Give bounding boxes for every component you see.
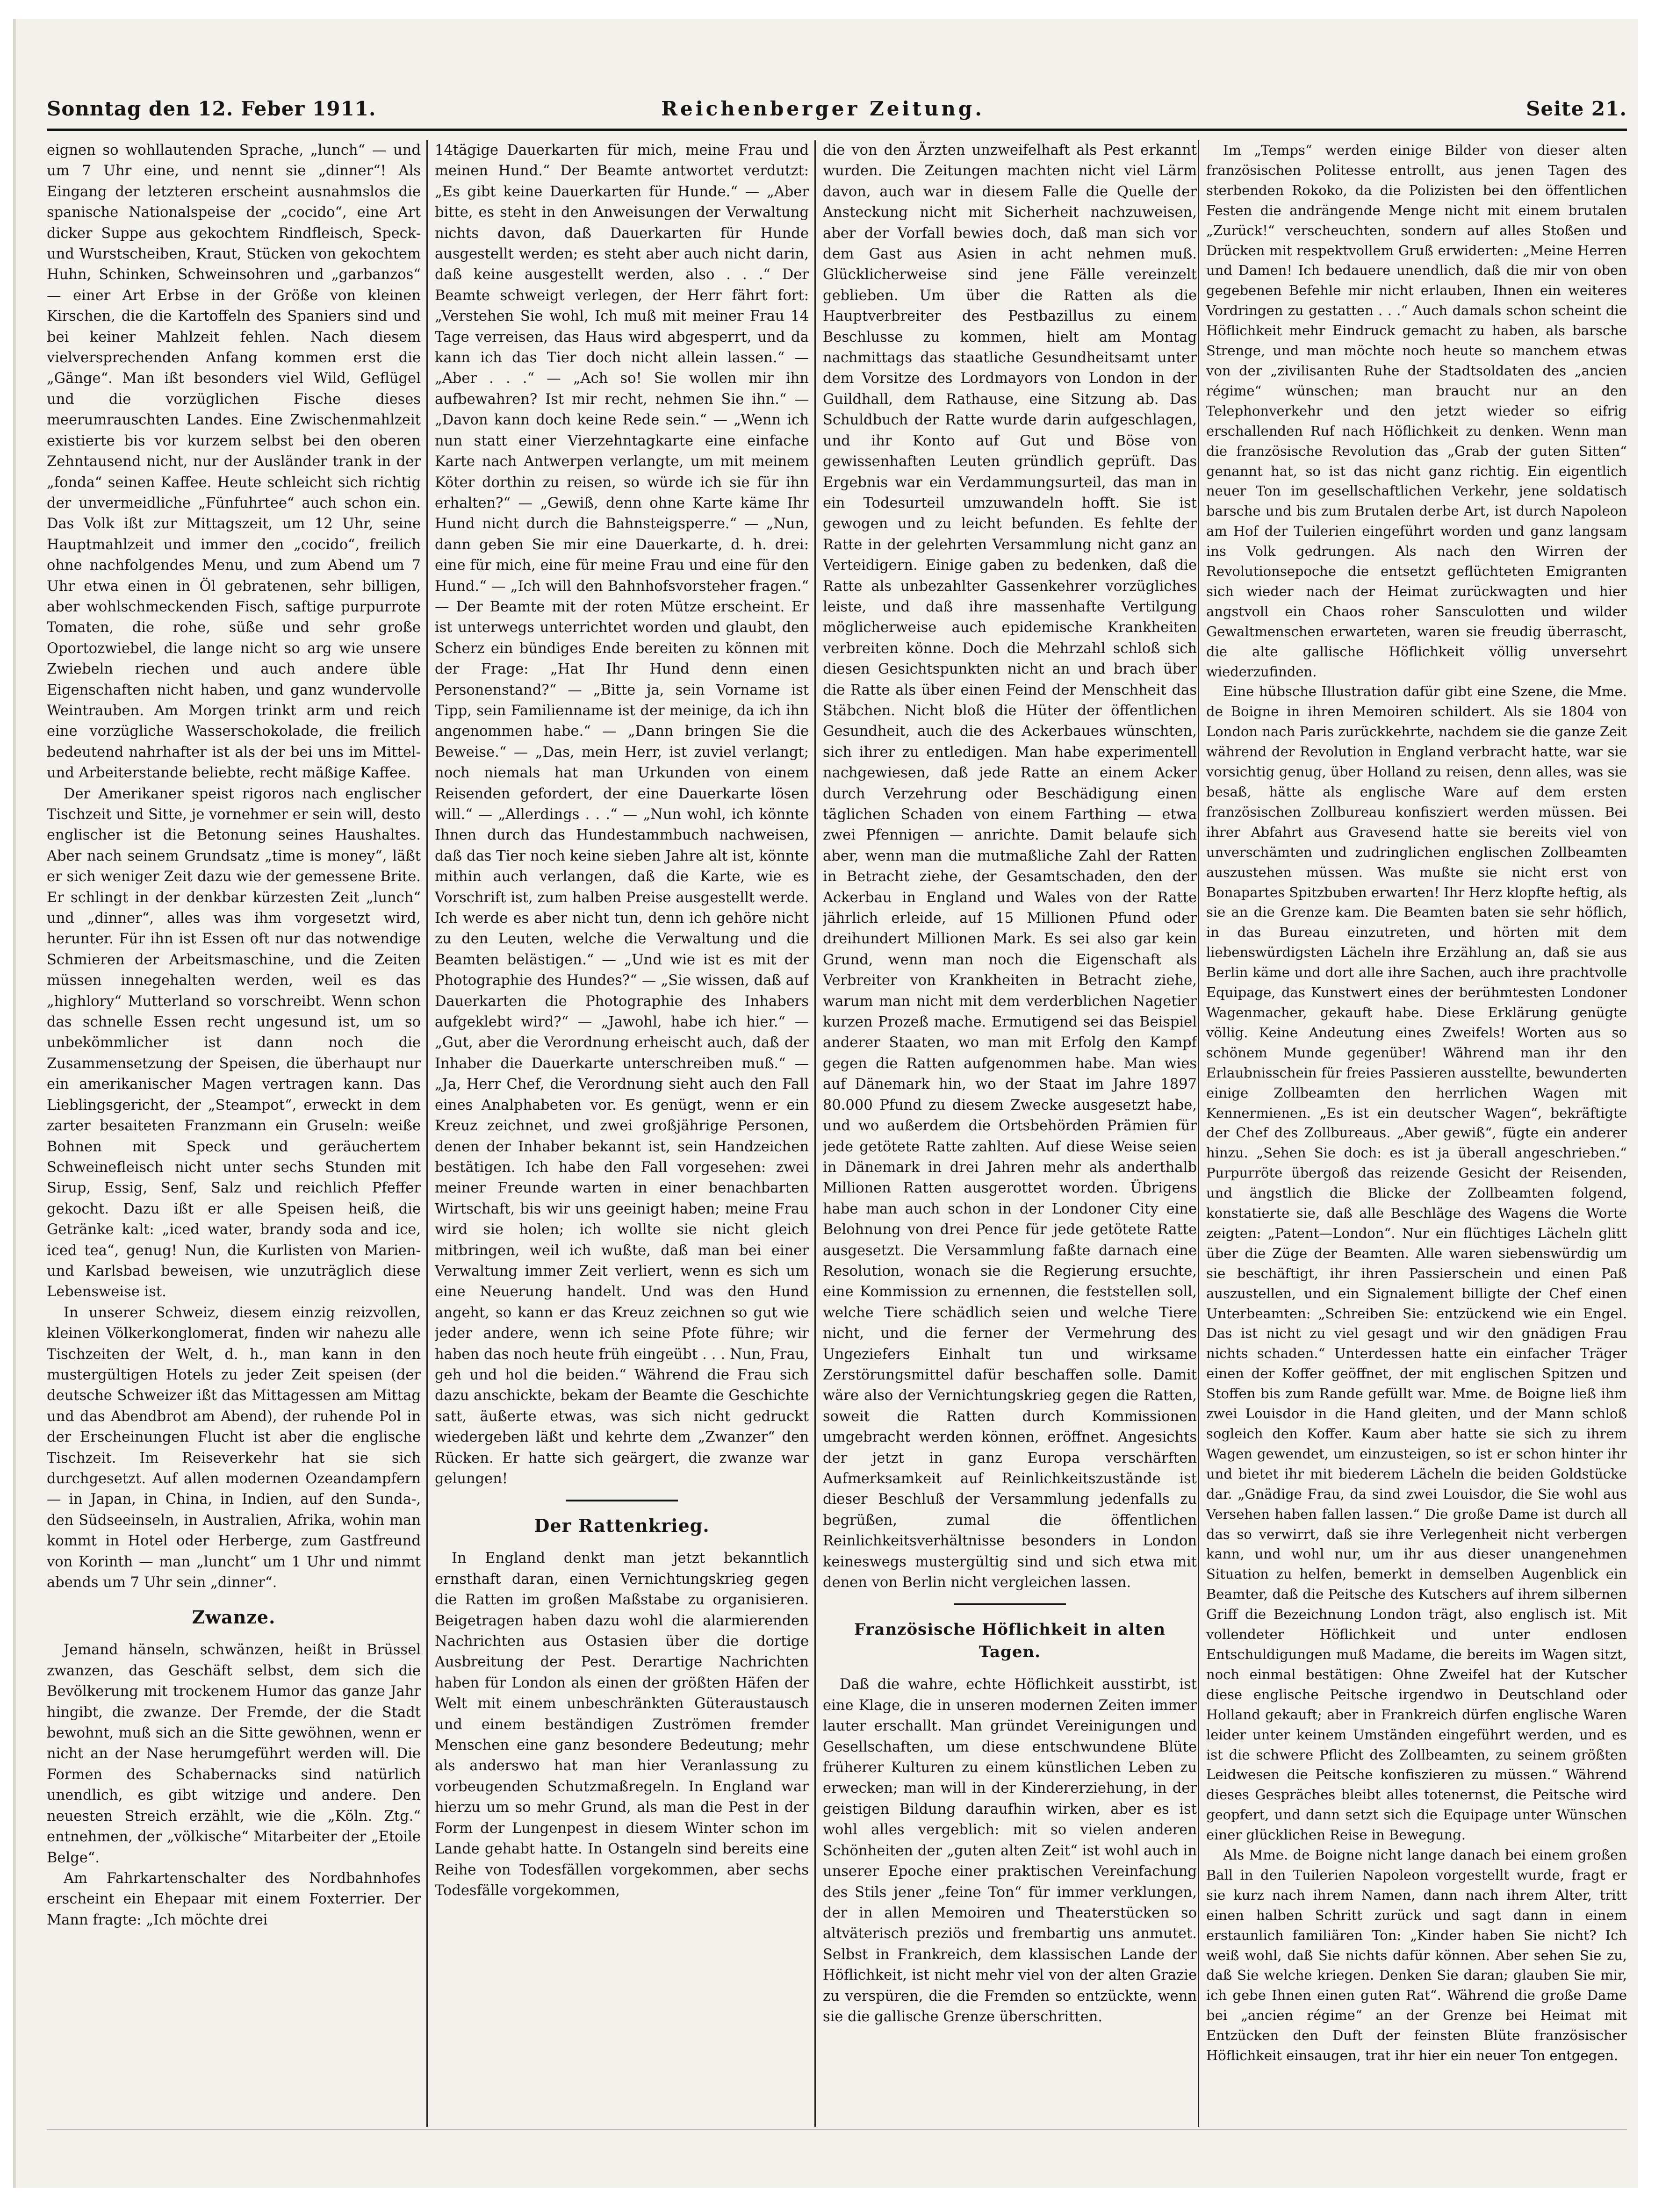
article-paragraph: Daß die wahre, echte Höflichkeit ausstirbt, ist eine Klage, die in unseren modernen Zeiten immer lauter erschallt. Man gründet Vereinigungen und Gesellschaften, um diese entschwundene Blüte früherer Kulturen zu einem künstlichen Leben zu erwecken; man will in der Kindererziehung, in der geistigen Bildung daraufhin wirken, aber es ist wohl alles vergeblich: mit so vielen anderen Schönheiten der „guten alten Zeit“ ist wohl auch in unserer Epoche einer praktischen Vereinfachung des Stils jener „feine Ton“ für immer verklungen, der in allen Memoiren und Theaterstücken so altväterisch preziös und frembartig uns anmutet. Selbst in Frankreich, dem klassischen Lande der Höflichkeit, ist nicht mehr viel von der alten Grazie zu verspüren, die die Fremden so entzückte, wenn sie die gallische Grenze überschritten. bbox=[823, 1676, 1197, 2025]
footer-rule bbox=[47, 2129, 1627, 2130]
article-heading: Der Rattenkrieg. bbox=[534, 1515, 710, 1537]
column-3 bbox=[823, 140, 1197, 2127]
column-2 bbox=[435, 140, 809, 2127]
article-paragraph: Eine hübsche Illustration dafür gibt eine Szene, die Mme. de Boigne in ihren Memoiren schildert. Als sie 1804 von London nach Paris zurückkehrte, nachdem sie die ganze Zeit während der Revolution in England verbracht hatte, war sie vorsichtig genug, über Holland zu reisen, denn alles, was sie besaß, hätte als englische Ware auf dem ersten französischen Zollbureau konfisziert werden müssen. Bei ihrer Abfahrt aus Gravesend hatte sie bereits viel von unverschämten und zudringlichen englischen Zollbeamten auszustehen müssen. Was mußte sie nicht erst von Bonapartes Spitzbuben erwarten! Ihr Herz klopfte heftig, als sie an die Grenze kam. Die Beamten baten sie sehr höflich, in das Bureau einzutreten, und hörten mit dem liebenswürdigsten Lächeln ihre Erzählung an, daß sie aus Berlin käme und dort alle ihre Sachen, auch ihre prachtvolle Equipage, das Kunstwert eines der berühmtesten Londoner Wagenmacher, gekauft habe. Diese Erklärung genügte völlig. Keine Andeutung eines Zweifels! Worten aus so schönem Munde gegenüber! Während man ihr den Erlaubnisschein für freies Passieren ausstellte, bewunderten einige Zollbeamten den herrlichen Wagen mit Kennermienen. „Es ist ein deutscher Wagen“, bekräftigte der Chef des Zollbureaus. „Aber gewiß“, fügte ein anderer hinzu. „Sehen Sie doch: es ist ja überall angeschrieben.“ Purpurröte übergoß das reizende Gesicht der Reisenden, und ängstlich die Blicke der Zollbeamten folgend, konstatierte sie, daß alle Beschläge des Wagens die Worte zeigten: „Patent—London“. Nur ein flüchtiges Lächeln glitt über die Züge der Beamten. Alle waren siebenswürdig um sie beschäftigt, ihr ihren Passierschein und einen Paß auszustellen, und ein Signalement billigte der Chef einen Unterbeamten: „Schreiben Sie: entzückend wie ein Engel. Das ist nicht zu viel gesagt und wir den gnädigen Frau nichts schaden.“ Unterdessen hatte ein einfacher Träger einen der Koffer geöffnet, der mit englischen Spitzen und Stoffen bis zum Rande gefüllt war. Mme. de Boigne ließ ihm zwei Louisdor in die Hand gleiten, und der Mann schloß sogleich den Koffer. Kaum aber hatte sie sich zu ihrem Wagen gewendet, um einzusteigen, so ist er schon hinter ihr und bietet ihr mit biederem Lächeln die beiden Goldstücke dar. „Gnädige Frau, da sind zwei Louisdor, die Sie wohl aus Versehen haben fallen lassen.“ Die große Dame ist durch all das so verwirrt, daß sie ihre Verlegenheit nicht verbergen kann, und wohl nur, um ihr aus dieser unangenehmen Situation zu helfen, bemerkt in demselben Augenblick ein Beamter, daß die Peitsche des Kutschers auf ihrem silbernen Griff die Bezeichnung London trägt, also englisch ist. Mit vollendeter Höflichkeit und unter endlosen Entschuldigungen muß Madame, die bereits im Wagen sitzt, noch einmal bestätigen: Ohne Zweifel hat der Kutscher diese englische Peitsche irgendwo in Deutschland oder Holland gekauft; aber in Frankreich dürfen englische Waren leider unter keinem Umständen eingeführt werden, und es ist die schwere Pflicht des Zollbeamten, zu seinem größten Leidwesen die Peitsche konfiszieren zu müssen.“ Während dieses Gespräches bleibt alles totenernst, die Peitsche wird geopfert, und dann setzt sich die Equipage unter Wünschen einer glücklichen Reise in Bewegung. bbox=[1206, 683, 1627, 1843]
column-divider bbox=[426, 140, 428, 2127]
article-paragraph: In unserer Schweiz, diesem einzig reizvollen, kleinen Völkerkonglomerat, finden wir nahezu alle Tischzeiten der Welt, d. h., man kann in den mustergültigen Hotels zu jeder Zeit speisen (der deutsche Schweizer ißt das Mittagessen am Mittag und das Abendbrot am Abend), der ruhende Pol in der Erscheinungen Flucht ist aber die englische Tischzeit. Im Reiseverkehr hat sie sich durchgesetzt. Auf allen modernen Ozeandampfern — in Japan, in China, in Indien, auf den Sunda-, den Südseeinseln, in Australien, Afrika, wohin man kommt in Hotel oder Herberge, zum Gastfreund von Korinth — man „luncht“ um 1 Uhr und nimmt abends um 7 Uhr sein „dinner“. bbox=[47, 1304, 421, 1591]
article-paragraph: Als Mme. de Boigne nicht lange danach bei einem großen Ball in den Tuilerien Napoleon vorgestellt wurde, fragt er sie kurz nach ihrem Namen, dann nach ihrem Alter, tritt einen halben Schritt zurück und sagt dann in einem erstaunlich familiären Ton: „Kinder haben Sie nicht? Ich weiß wohl, daß Sie nichts dafür können. Aber sehen Sie zu, daß Sie welche kriegen. Denken Sie daran; glauben Sie mir, ich gebe Ihnen einen guten Rat“. Während die große Dame bei „ancien régime“ an der Grenze bei Heimat mit Entzücken den Duft der feinsten Blüte französischer Höflichkeit einsaugen, trat ihr hier ein neuer Ton entgegen. bbox=[1206, 1847, 1627, 2064]
article-paragraph: In England denkt man jetzt bekanntlich ernsthaft daran, einen Vernichtungskrieg gegen die Ratten im großen Maßstabe zu organisieren. Beigetragen haben dazu wohl die alarmierenden Nachrichten aus Ostasien über die dortige Ausbreitung der Pest. Derartige Nachrichten haben für London als einen der größten Häfen der Welt mit einem unbeschränkten Güteraustausch und einem beständigen Zuströmen fremder Menschen eine ganz besondere Bedeutung; mehr als anderswo hat man hier Veranlassung zu vorbeugenden Schutzmaßregeln. In England war hierzu um so mehr Grund, als man die Pest in der Form der Lungenpest in diesem Winter schon im Lande gehabt hatte. In Ostangeln sind bereits eine Reihe von Todesfällen vorgekommen, aber sechs Todesfälle vorgekommen, bbox=[435, 1550, 809, 1899]
column-divider bbox=[1198, 140, 1199, 2127]
article-paragraph: Der Amerikaner speist rigoros nach englischer Tischzeit und Sitte, je vornehmer er sein will, desto englischer ist die Betonung seines Haushaltes. Aber nach seinem Grundsatz „time is money“, läßt er sich weniger Zeit dazu wie der gemessene Brite. Er schlingt in der denkbar kürzesten Zeit „lunch“ und „dinner“, alles was ihm vorgesetzt wird, herunter. Für ihn ist Essen oft nur das notwendige Schmieren der Arbeitsmaschine, und die Zeiten müssen innegehalten werden, weil es das „highlory“ Mutterland so vorschreibt. Wenn schon das schnelle Essen recht ungesund ist, um so unbekömmlicher ist dann noch die Zusammensetzung der Speisen, die überhaupt nur ein amerikanischer Magen vertragen kann. Das Lieblingsgericht, der „Steampot“, erweckt in dem zarter besaiteten Franzmann ein Gruseln: weiße Bohnen mit Speck und geräuchertem Schweinefleisch nicht unter sechs Stunden mit Sirup, Essig, Senf, Salz und reichlich Pfeffer gekocht. Dazu ißt er alle Speisen heiß, die Getränke kalt: „iced water, brandy soda and ice, iced tea“, genug! Nun, die Kurlisten von Marien- und Karlsbad beweisen, wie unzuträglich diese Lebensweise ist. bbox=[47, 785, 421, 1300]
article-paragraph: Am Fahrkartenschalter des Nordbahnhofes erscheint ein Ehepaar mit einem Foxterrier. Der Mann fragte: „Ich möchte drei bbox=[47, 1870, 421, 1928]
column-divider bbox=[814, 140, 816, 2127]
page-number: Seite 21. bbox=[1526, 97, 1627, 120]
header-rule bbox=[47, 129, 1627, 131]
column-4 bbox=[1206, 140, 1627, 2127]
article-heading: Zwanze. bbox=[192, 1607, 276, 1628]
article-paragraph: 14tägige Dauerkarten für mich, meine Frau und meinen Hund.“ Der Beamte antwortet verdutzt: „Es gibt keine Dauerkarten für Hunde.“ — „Aber bitte, es steht in den Anweisungen der Verwaltung nichts davon, daß Dauerkarten für Hunde ausgestellt werden; es steht aber auch nicht darin, daß keine ausgestellt werden, also . . .“ Der Beamte schweigt verlegen, der Herr fährt fort: „Verstehen Sie wohl, Ich muß mit meiner Frau 14 Tage verreisen, das Haus wird abgesperrt, und da kann ich das Tier doch nicht allein lassen.“ — „Aber . . .“ — „Ach so! Sie wollen mir ihn aufbewahren? Ist mir recht, nehmen Sie ihn.“ — „Davon kann doch keine Rede sein.“ — „Wenn ich nun statt einer Vierzehntagkarte eine einfache Karte nach Antwerpen verlangte, um mit meinem Köter dorthin zu reisen, so würde ich sie für ihn erhalten?“ — „Gewiß, denn ohne Karte käme Ihr Hund nicht durch die Bahnsteigsperre.“ — „Nun, dann geben Sie mir eine Dauerkarte, d. h. drei: eine für mich, eine für meine Frau und eine für den Hund.“ — „Ich will den Bahnhofsvorsteher fragen.“ — Der Beamte mit der roten Mütze erscheint. Er ist unterwegs unterrichtet worden und glaubt, den Scherz ein bündiges Ende bereiten zu können mit der Frage: „Hat Ihr Hund denn einen Personenstand?“ — „Bitte ja, sein Vorname ist Tipp, sein Familienname ist der meinige, da ich ihn angenommen habe.“ — „Dann bringen Sie die Beweise.“ — „Das, mein Herr, ist zuviel verlangt; noch niemals hat man Urkunden von einem Reisenden gefordert, der eine Dauerkarte lösen will.“ — „Allerdings . . .“ — „Nun wohl, ich könnte Ihnen durch das Hundestammbuch nachweisen, daß das Tier noch keine sieben Jahre alt ist, könnte mithin auch verlangen, daß die Karte, wie es Vorschrift ist, zum halben Preise ausgestellt werde. Ich werde es aber nicht tun, denn ich gehöre nicht zu den Leuten, welche die Verwaltung und die Beamten belästigen.“ — „Und wie ist es mit der Photographie des Hundes?“ — „Sie wissen, daß auf Dauerkarten die Photographie des Inhabers aufgeklebt wird?“ — „Jawohl, habe ich hier.“ — „Gut, aber die Verordnung erheischt auch, daß der Inhaber die Dauerkarte unterschreiben muß.“ — „Ja, Herr Chef, die Verordnung sieht auch den Fall eines Analphabeten vor. Es genügt, wenn er ein Kreuz zeichnet, und zwei großjährige Personen, denen der Inhaber bekannt ist, sein Handzeichen bestätigen. Ich habe den Fall vorgesehen: zwei meiner Freunde warten in einer benachbarten Wirtschaft, bis wir uns geeinigt haben; meine Frau wird sie holen; ich wollte sie nicht gleich mitbringen, weil ich wußte, daß man bei einer Verwaltung immer Zeit verliert, wenn es sich um eine Neuerung handelt. Und was den Hund angeht, so kann er das Kreuz zeichnen so gut wie jeder andere, wenn ich seine Pfote führe; wir haben das noch heute früh eingeübt . . . Nun, Frau, geh und hol die beiden.“ Während die Frau sich dazu anschickte, bekam der Beamte die Geschichte satt, äußerte etwas, was sich nicht gedruckt wiedergeben läßt und kehrte dem „Zwanzer“ den Rücken. Er hatte sich geärgert, die zwanze war gelungen! bbox=[435, 142, 809, 1487]
newspaper-title: Reichenberger Zeitung. bbox=[661, 97, 985, 120]
article-separator bbox=[566, 1500, 678, 1501]
article-paragraph: die von den Ärzten unzweifelhaft als Pest erkannt wurden. Die Zeitungen machten nicht viel Lärm davon, auch war in diesem Falle die Quelle der Ansteckung nicht mit Sicherheit nachzuweisen, aber der Vorfall bewies doch, daß man sich vor dem Gast aus Asien in acht nehmen muß. Glücklicherweise sind jene Fälle vereinzelt geblieben. Um über die Ratten als die Hauptverbreiter des Pestbazillus zu einem Beschlusse zu kommen, hielt am Montag nachmittags das staatliche Gesundheitsamt unter dem Vorsitze des Lordmayors von London in der Guildhall, dem Rathause, eine Sitzung ab. Das Schuldbuch der Ratte wurde darin aufgeschlagen, und ihr Konto auf Gut und Böse von gewissenhaften Leuten gründlich geprüft. Das Ergebnis war ein Verdammungsurteil, das man in ein Todesurteil umzuwandeln hofft. Sie ist gewogen und zu leicht befunden. Es fehlte der Ratte in der gelehrten Versammlung nicht ganz an Verteidigern. Einige gaben zu bedenken, daß die Ratte als unbezahlter Gassenkehrer vorzügliches leiste, und daß ihre massenhafte Vertilgung möglicherweise auch epidemische Krankheiten verbreiten könne. Doch die Mehrzahl schloß sich diesen Gesichtspunkten nicht an und brach über die Ratte als über einen Feind der Menschheit das Stäbchen. Nicht bloß die Hüter der öffentlichen Gesundheit, auch die des Ackerbaues wünschten, sich ihrer zu entledigen. Man habe experimentell nachgewiesen, daß jede Ratte an einem Acker durch Verzehrung oder Beschädigung einen täglichen Schaden von einem Farthing — etwa zwei Pfennigen — anrichte. Damit belaufe sich aber, wenn man die mutmaßliche Zahl der Ratten in Betracht ziehe, der Gesamtschaden, den der Ackerbau in England und Wales von der Ratte jährlich erleide, auf 15 Millionen Pfund oder dreihundert Millionen Mark. Es sei also gar kein Grund, wenn man noch die Eigenschaft als Verbreiter von Krankheiten in Betracht ziehe, warum man nicht mit dem verderblichen Nagetier kurzen Prozeß mache. Ermutigend sei das Beispiel anderer Staaten, wo man mit Erfolg den Kampf gegen die Ratten aufgenommen habe. Man wies auf Dänemark hin, wo der Staat im Jahre 1897 80.000 Pfund zu diesem Zwecke ausgesetzt habe, und wo außerdem die Ortsbehörden Prämien für jede getötete Ratte zahlten. Auf diese Weise seien in Dänemark in drei Jahren mehr als anderthalb Millionen Ratten ausgerottet worden. Übrigens habe man auch schon in der Londoner City eine Belohnung von drei Pence für jede getötete Ratte ausgesetzt. Die Versammlung faßte darnach eine Resolution, wonach sie die Regierung ersuchte, eine Kommission zu ernennen, die feststellen soll, welche Tiere schädlich seien und welche Tiere nicht, und die ferner der Vermehrung des Ungeziefers Einhalt tun und wirksame Zerstörungsmittel dafür beschaffen solle. Damit wäre also der Vernichtungskrieg gegen die Ratten, soweit die Ratten durch Kommissionen umgebracht werden können, eröffnet. Angesichts der jetzt in ganz Europa verschärften Aufmerksamkeit auf Reinlichkeitszustände ist dieser Beschluß der Versammlung jedenfalls zu begrüßen, zumal die öffentlichen Reinlichkeitsverhältnisse besonders in London keineswegs mustergültig sind und sich etwa mit denen von Berlin nicht vergleichen lassen. bbox=[823, 142, 1197, 1591]
article-paragraph: eignen so wohllautenden Sprache, „lunch“ — und um 7 Uhr eine, und nennt sie „dinner“! Als Eingang der letzteren erscheint ausnahmslos die spanische Nationalspeise der „cocido“, eine Art dicker Suppe aus gekochtem Rindfleisch, Speck- und Wurstscheiben, Kraut, Stücken von gekochtem Huhn, Schinken, Schweinsohren und „garbanzos“ — einer Art Erbse in der Größe von kleinen Kirschen, die die Kartoffeln des Spaniers sind und bei keiner Mahlzeit fehlen. Nach diesem vielversprechenden Anfang kommen erst die „Gänge“. Man ißt besonders viel Wild, Geflügel und die vorzüglichen Fische dieses meerumrauschten Landes. Eine Zwischenmahlzeit existierte bis vor kurzem selbst bei den oberen Zehntausend nicht, nur der Ausländer trank in der „fonda“ seinen Kaffee. Heute schleicht sich richtig der unvermeidliche „Fünfuhrtee“ auch schon ein. Das Volk ißt zur Mittagszeit, um 12 Uhr, seine Hauptmahlzeit und immer den „cocido“, freilich ohne nachfolgendes Menu, und zum Abend um 7 Uhr etwa einen in Öl gebratenen, sehr billigen, aber wohlschmeckenden Fisch, saftige purpurrote Tomaten, die rohe, süße und sehr große Oportozwiebel, die lange nicht so arg wie unsere Zwiebeln riechen und auch andere üble Eigenschaften nicht haben, und ganz wundervolle Weintrauben. Am Morgen trinkt arm und reich eine vorzügliche Wasserschokolade, die freilich bedeutend nahrhafter ist als der bei uns im Mittel- und Arbeiterstande beliebte, recht mäßige Kaffee. bbox=[47, 142, 421, 782]
article-heading: Französische Höflichkeit in alten Tagen. bbox=[854, 1620, 1166, 1662]
issue-date: Sonntag den 12. Feber 1911. bbox=[47, 97, 376, 120]
article-paragraph: Jemand hänseln, schwänzen, heißt in Brüssel zwanzen, das Geschäft selbst, dem sich die Bevölkerung mit trockenem Humor das ganze Jahr hingibt, die zwanze. Der Fremde, der die Stadt bewohnt, muß sich an die Sitte gewöhnen, wenn er nicht an der Nase herumgeführt werden will. Die Formen des Schabernacks sind natürlich unendlich, es gibt witzige und andere. Den neuesten Streich erzählt, wie die „Köln. Ztg.“ entnehmen, der „völkische“ Mitarbeiter der „Etoile Belge“. bbox=[47, 1642, 421, 1866]
column-1 bbox=[47, 140, 421, 2127]
article-separator bbox=[954, 1603, 1066, 1605]
article-paragraph: Im „Temps“ werden einige Bilder von dieser alten französischen Politesse entrollt, aus jenen Tagen des sterbenden Rokoko, da die Polizisten bei den öffentlichen Festen die andrängende Menge nicht mit einem brutalen „Zurück!“ verscheuchten, sondern auf alles Stoßen und Drücken mit respektvollem Gruß erwiderten: „Meine Herren und Damen! Ich bedauere unendlich, daß die mir von oben gegebenen Befehle mir nicht erlauben, Ihnen ein weiteres Vordringen zu gestatten . . .“ Auch damals schon scheint die Höflichkeit mehr Eindruck gemacht zu haben, als barsche Strenge, und man möchte noch heute so manchem etwas von der „zivilisanten Ruhe der Stadtsoldaten des „ancien régime“ wünschen; man braucht nur an den Telephonverkehr und den jetzt wieder so eifrig erschallenden Ruf nach Höflichkeit zu denken. Wenn man die französische Revolution das „Grab der guten Sitten“ genannt hat, so ist das nicht ganz richtig. Ein eigentlich neuer Ton im gesellschaftlichen Verkehr, jene soldatisch barsche und bis zum Brutalen derbe Art, ist durch Napoleon am Hof der Tuilerien eingeführt worden und ganz langsam ins Volk gedrungen. Als nach den Wirren der Revolutionsepoche die entsetzt geflüchteten Emigranten sich wieder nach der Heimat zurückwagten und hier angstvoll ein Chaos roher Sansculotten und wilder Gewaltmenschen erwarteten, waren sie freudig überrascht, die alte gallische Höflichkeit völlig unversehrt wiederzufinden. bbox=[1206, 142, 1627, 680]
